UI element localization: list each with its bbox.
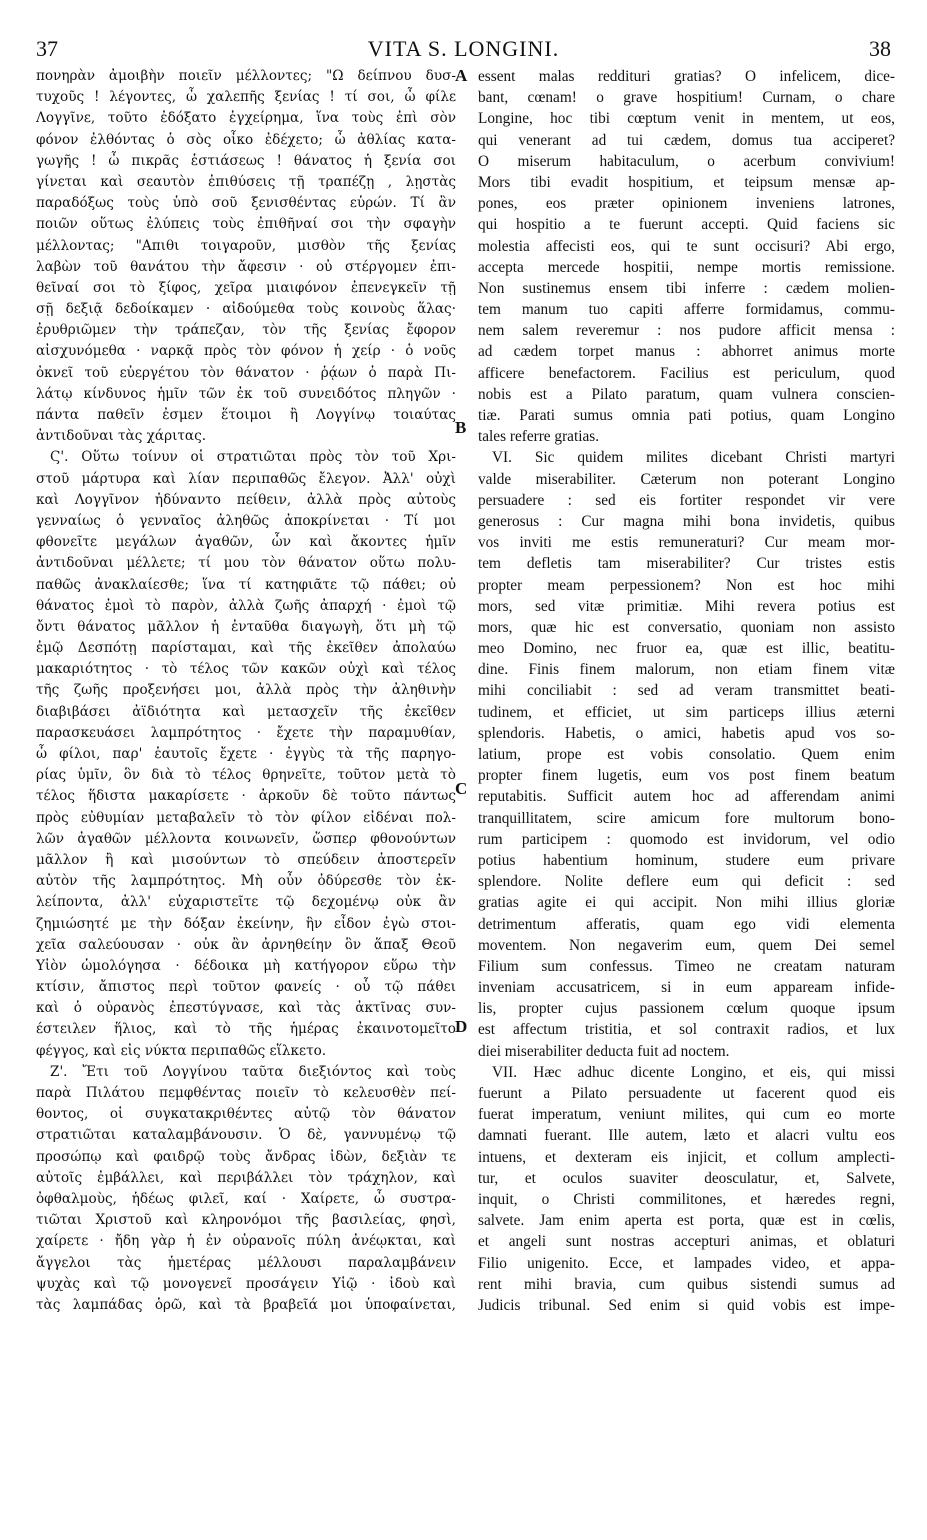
left-page-number: 37 [36, 36, 58, 61]
text-line: ὄντι θάνατος μᾶλλον ἡ ἐνταῦθα διαγωγὴ, ὅτι μὴ τῷ [36, 618, 456, 635]
latin-column [478, 66, 895, 1316]
text-line: vos inviti me estis remuneraturi? Cur meam mor- [478, 534, 895, 552]
text-line: ὦ φίλοι, παρ' ἑαυτοῖς ἔχετε · ἐγγὺς τὰ τῆς παρηγο- [36, 746, 456, 762]
text-line: λάτῳ κίνδυνος ἡμῖν τῶν ἐκ τοῦ συνειδότος πληγῶν · [36, 385, 456, 402]
text-line: χεῖα σαλεύουσαν · οὐκ ἂν ἀρνηθείην ὃν ἅπαξ Θεοῦ [36, 936, 456, 953]
margin-marker-d: D [455, 1017, 468, 1036]
text-line: στρατιῶται καταλαμβάνουσιν. Ὁ δὲ, γαννυμένῳ τῷ [36, 1127, 456, 1144]
text-line: gratias agite ei qui accipit. Non mihi illius gloriæ [478, 894, 895, 912]
text-line: καὶ ὁ οὐρανὸς ἐπεστύγνασε, καὶ τὰς ἀκτῖνας συν- [36, 1000, 456, 1017]
text-line: tiæ. Parati sumus omnia pati potius, quam Longino [478, 407, 895, 424]
text-line: θεῖναί σοι τὸ ξίφος, χεῖρα μιαιφόνον ἐπενεγκεῖν τῇ [36, 279, 456, 296]
text-line: ὀκνεῖ τοῦ εὐεργέτου τὸν θάνατον · ῥᾴων ὁ παρὰ Πι- [36, 364, 456, 381]
text-line: nobis est a Pilato paratum, quam vulnera conscien- [478, 385, 895, 403]
text-line: πονηρὰν ἀμοιβὴν ποιεῖν μέλλοντες; "Ω δείπνου δυσ- [36, 68, 456, 84]
text-line: bant, cœnam! o grave hospitium! Curnam, o chare [478, 89, 895, 107]
text-line: φθονεῖτε μεγάλων ἀγαθῶν, ὧν καὶ ἄκοντες ἡμῖν [36, 534, 456, 551]
greek-column [36, 66, 456, 1316]
text-line: Ϛ'. Οὕτω τοίνυν οἱ στρατιῶται πρὸς τὸν τοῦ Χρι- [50, 449, 456, 466]
text-line: χαίρετε · ἤδη γὰρ ἡ ἐν οὐρανοῖς πύλη ἀνέῳκται, καὶ [36, 1233, 456, 1250]
text-line: πρὸς εὐθυμίαν μεταβαλεῖν τὸ τὸν φίλον εἰδέναι πολ- [36, 809, 456, 826]
text-line: tudinem, et efficiet, ut sim particeps illius æterni [478, 703, 895, 721]
text-line: ἀντιδοῦναι μέλλετε; τί μου τὸν θάνατον οὕτω πολυ- [36, 555, 456, 572]
text-line: παθῶς ἀνακλαίεσθε; ἵνα τί κατηφιᾶτε τῷ πάθει; οὐ [36, 576, 456, 593]
text-line: et angeli sunt nostras accepturi animas, et oblaturi [478, 1233, 895, 1251]
text-line: καὶ Λογγῖνον ἠδύναντο πείθειν, ἀλλὰ πρὸς αὐτοὺς [36, 491, 456, 508]
text-line: tales referre gratias. [478, 428, 600, 446]
text-line: potius habentium hominum, studere eum privare [478, 851, 895, 869]
text-line: παρασκευάσει λαμπρότητος · ἔχετε τὴν παραμυθίαν, [36, 724, 456, 741]
text-line: mors, quæ hic est conversatio, quoniam non assisto [478, 618, 895, 636]
text-line: τυχοῦς ! λέγοντες, ὦ χαλεπῆς ξενίας ! τί σοι, ὦ φίλε [36, 89, 456, 106]
text-line: ποιῶν οὕτως ἐλύπεις τοὺς ἐπιθῆναί σοι τὴν σφαγὴν [36, 216, 456, 233]
text-line: propter finem lugetis, eum vos post finem beatum [478, 767, 895, 785]
text-line: damnati fuerant. Ille autem, læto et alacri vultu eos [478, 1127, 895, 1145]
text-line: dine. Finis finem malorum, non etiam finem vitæ [478, 661, 895, 679]
text-line: splendore. Nolite deflere eum qui deficit : sed [478, 873, 895, 891]
text-line: VI. Sic quidem milites dicebant Christi martyri [492, 449, 895, 467]
text-line: μᾶλλον ἢ καὶ μισούντων τὸ σπεύδειν ἀποστερεῖν [36, 851, 456, 868]
text-line: molestia affecisti eos, qui te sunt occisuri? Abi ergo, [478, 237, 895, 255]
text-line: inveniam accusatricem, si in eum appaream infide- [478, 979, 895, 997]
text-line: Judicis tribunal. Sed enim si quid vobis est impe- [478, 1296, 895, 1314]
text-line: λῶν ἀγαθῶν μέλλοντα κοινωνεῖν, ὥσπερ φθονούντων [36, 830, 456, 847]
text-line: moventem. Non negaverim eum, quem Dei semel [478, 936, 895, 954]
text-line: στοῦ μάρτυρα καὶ λίαν περιπαθῶς ἔλεγον. Ἀλλ' οὐχὶ [36, 470, 456, 487]
text-line: tranquillitatem, scire amicum fore multorum bono- [478, 809, 895, 827]
text-line: lis, propter cujus passionem cœlum quoque ipsum [478, 1000, 895, 1018]
text-line: VII. Hæc adhuc dicente Longino, et eis, qui missi [492, 1063, 895, 1081]
text-line: tur, et oculos suaviter deosculatur, et, Salvete, [478, 1169, 895, 1187]
text-line: γωγῆς ! ὦ πικρᾶς ἑστιάσεως ! θάνατος ἡ ξενία σοι [36, 152, 456, 169]
text-line: meo Domino, nec fruor ea, quæ est illic, beatitu- [478, 640, 895, 658]
text-line: salvete. Jam enim aperta est porta, quæ est in cœlis, [478, 1212, 895, 1230]
text-line: Λογγῖνε, τοῦτο ἐδόξατο ἐγχείρημα, ἵνα τοὺς ἐπὶ σὸν [36, 110, 456, 127]
text-line: splendoris. Habetis, o amici, habetis apud vos so- [478, 724, 895, 742]
text-line: ζημιώσητέ με τὴν δόξαν ἐκείνην, ἣν εἶδον ἐγὼ στοι- [36, 915, 456, 932]
text-line: detrimentum afferatis, quam ego vidi elementa [478, 915, 895, 933]
text-line: πάντα παθεῖν ἐσμεν ἕτοιμοι ἢ Λογγίνῳ τοιαύτας [36, 407, 456, 423]
text-line: γίνεται καὶ σεαυτὸν ἐπιθύσεις τῇ τραπέζῃ , λῃστὰς [36, 173, 456, 190]
text-line: μέλλοντας; "Απιθι τοιγαροῦν, μισθὸν τῆς ξενίας [36, 237, 456, 254]
margin-marker-a: A [455, 66, 468, 85]
text-line: Longine, hoc tibi cœptum venit in mentem, ut eos, [478, 110, 895, 128]
text-line: intuens, et dexteram eis injicit, et collum amplecti- [478, 1148, 895, 1166]
text-line: qui hospitio a te fuerunt accepti. Quid faciens sic [478, 216, 895, 234]
text-line: persuadere : sed eis fortiter respondet vir vere [478, 491, 895, 509]
text-line: diei miserabiliter deducta fuit ad noctem. [478, 1042, 730, 1060]
text-line: λαβὼν τοῦ θανάτου τὴν ἄφεσιν · οὐ στέργομεν ἐπι- [36, 258, 456, 275]
text-line: αὐτὸν τῆς λαμπρότητος. Μὴ οὖν ὀδύρεσθε τὸν ἐκ- [36, 873, 456, 890]
text-line: φέγγος, καὶ εἰς νύκτα περιπαθῶς εἵλκετο. [36, 1042, 327, 1059]
text-line: παρὰ Πιλάτου πεμφθέντας ποιεῖν τὸ κελευσθὲν πεί- [36, 1085, 456, 1101]
text-line: essent malas redditurі gratias? O infelicem, dice- [478, 68, 895, 85]
text-line: τῆς ζωῆς προξενήσει μοι, ἀλλὰ πρὸς τὴν ἀληθινὴν [36, 682, 456, 699]
text-line: σῇ δεξιᾷ δεδοίκαμεν · αἰδούμεθα τοὺς κοινοὺς ἅλας· [36, 301, 456, 318]
text-line: est affectum tristitia, et sol contraxit radios, et lux [478, 1021, 895, 1039]
text-line: θάνατος ἐμοὶ τὸ παρὸν, ἀλλὰ ζωῆς ἀπαρχή · ἐμοὶ τῷ [36, 597, 456, 614]
text-line: αὐτοῖς ἐμβάλλει, καὶ περιβάλλει τὸν τράχηλον, καὶ [36, 1169, 456, 1186]
text-line: μακαριότητος · τὸ τέλος τῶν κακῶν οὐχὶ καὶ τέλος [36, 661, 456, 678]
running-header [36, 36, 891, 62]
text-line: προσώπῳ καὶ φαιδρῷ τοὺς ἄνδρας ἰδὼν, δεξιὰν τε [36, 1148, 456, 1165]
text-line: ἄγγελοι τὰς ἡμετέρας μέλλουσι παραλαμβάνειν [36, 1254, 456, 1271]
text-line: pones, eos præter opinionem inveniens latrones, [478, 195, 895, 213]
text-line: ἐμῷ Δεσπότῃ παρίσταμαι, καὶ τῆς ἐκεῖθεν ἀπολαύω [36, 640, 456, 657]
margin-marker-b: B [455, 418, 467, 437]
text-line: έστειλεν ἥλιος, καὶ τὸ τῆς ἡμέρας ἐκαινοτομεῖτο [36, 1021, 456, 1038]
text-line: τιῶται Χριστοῦ καὶ κληρονόμοι τῆς βασιλείας, φησὶ, [36, 1212, 456, 1229]
text-line: τέλος ἥδιστα μακαρίσετε · ἀρκοῦν δὲ τοῦτο πάντως [36, 788, 456, 805]
text-line: nem salem reveremur : nos pudore afficit mensa : [478, 322, 895, 340]
text-line: afficere benefactorem. Facilius est periculum, quod [478, 364, 895, 382]
text-line: fuerunt a Pilato persuadente ut facerent quod eis [478, 1085, 895, 1102]
margin-marker-c: C [455, 779, 468, 798]
text-line: propter meam perpessionem? Non est hoc mihi [478, 576, 895, 594]
right-page-number: 38 [869, 36, 891, 61]
text-line: Ζ'. Ἔτι τοῦ Λογγίνου ταῦτα διεξιόντος καὶ τοὺς [50, 1063, 456, 1080]
text-line: Υἱὸν ὡμολόγησα · δέδοικα μὴ κατήγορον εὕρω τὴν [36, 957, 456, 974]
text-line: rent mihi bravia, cum quibus sistendi sumus ad [478, 1275, 895, 1293]
text-line: διαβιβάσει ἀϊδιότητα καὶ μετασχεῖν τῆς ἐκεῖθεν [36, 703, 456, 720]
text-line: qui venerant ad tui cædem, domus tua acciperet? [478, 131, 895, 149]
text-line: παραδόξως τοὺς ὑπὸ σοῦ ξενισθέντας εὑρών. Τί ἂν [36, 195, 456, 212]
text-line: Non sustinemus ensem tibi inferre : cædem molien- [478, 279, 895, 297]
text-line: ψυχὰς καὶ τῷ μονογενεῖ προσάγειν Υἱῷ · ἰδοὺ καὶ [36, 1275, 456, 1292]
text-line: mors, sed vitæ primitiæ. Mihi revera potius est [478, 597, 895, 615]
text-line: γενναίως ὁ γενναῖος ἀληθῶς ἀποκρίνεται · Τί μοι [36, 512, 456, 529]
text-line: Filio unigenito. Ecce, et lampades video, et appa- [478, 1254, 895, 1272]
text-line: Filium sum confessus. Timeo ne creatam naturam [478, 957, 895, 975]
text-line: Mors tibi evadit hospitium, et teipsum mensæ ap- [478, 173, 895, 191]
running-title: VITA S. LONGINI. [367, 36, 560, 61]
text-line: θοντος, οἱ συγκατακριθέντες αὐτῷ τὸν θάνατον [36, 1106, 456, 1123]
text-line: inquit, o Christi commilitones, et hæredes regni, [478, 1190, 895, 1208]
text-line: αἰσχυνόμεθα · ναρκᾷ πρὸς τὸν φόνον ἡ χείρ · ὁ νοῦς [36, 343, 456, 360]
text-line: φόνον ἐλθόντας ὁ σὸς οἶκο ἐδέχετο; ὦ ἀθλίας κατα- [36, 131, 456, 148]
text-line: rum participem : quomodo est invidorum, vel odio [478, 830, 895, 848]
text-line: fuerat imperatum, veniunt milites, qui cum eo morte [478, 1106, 895, 1124]
text-line: tem defletis tam miserabiliter? Cur tristes estis [478, 555, 895, 573]
text-line: ρίας ὑμῖν, ὃν διὰ τὸ τέλος θρηνεῖτε, τοῦτον μετὰ τὸ [36, 767, 456, 784]
text-line: tem manum tuo capiti afferre formidamus, commu- [478, 301, 895, 319]
text-line: generosus : Cur magna mihi bona invidetis, quibus [478, 512, 895, 530]
text-line: τὰς λαμπάδας ὁρῶ, καὶ τὰ βραβεῖά μοι ὑποφαίνεται, [36, 1296, 456, 1313]
text-line: λείποντα, ἀλλ' εὐχαριστεῖτε τῷ δεχομένῳ οὐκ ἂν [36, 894, 456, 911]
text-line: ad cædem torpet manus : abhorret animus morte [478, 343, 895, 361]
text-line: O miserum habitaculum, o acerbum convivium! [478, 152, 895, 170]
text-line: ἐρυθριῶμεν τὴν τράπεζαν, τὸν τῆς ξενίας ἔφορον [36, 322, 456, 339]
text-line: accepta mercede hospitii, nempe mortis remissione. [478, 258, 895, 276]
text-line: valde miserabiliter. Cæterum non poterant Longino [478, 470, 895, 488]
text-line: reputabitis. Sufficit autem hoc ad afferendam animi [478, 788, 895, 806]
text-line: mihi conciliabit : sed ad veram transmittet beati- [478, 682, 895, 700]
text-line: κτίσιν, ἄπιστος περὶ τοῦτον φανείς · οὗ τῷ πάθει [36, 979, 456, 996]
text-line: latium, prope est vobis consolatio. Quem enim [478, 746, 895, 763]
text-line: ἀντιδοῦναι τὰς χάριτας. [36, 428, 207, 445]
text-line: ὀφθαλμοὺς, ἡδέως φιλεῖ, καί · Χαίρετε, ὦ συστρα- [36, 1190, 456, 1207]
